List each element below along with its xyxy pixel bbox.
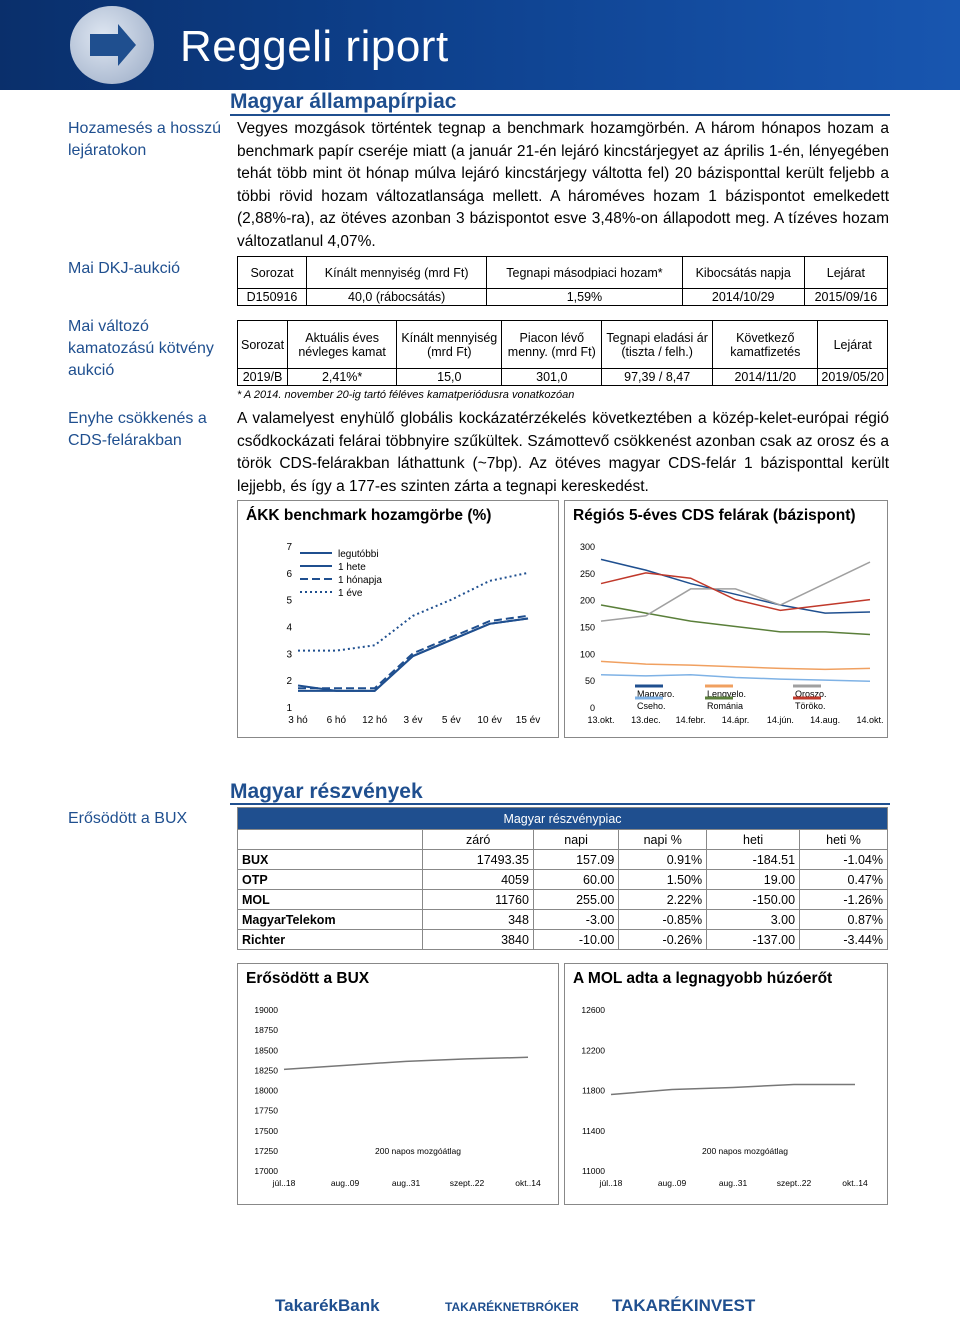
equity-cell: BUX <box>238 850 423 870</box>
sidebar-cds: Enyhe csökkenés a CDS-felárakban <box>68 410 207 449</box>
dkj-header: Sorozat <box>238 257 307 289</box>
y-tick-label: 300 <box>579 542 595 552</box>
x-tick-label: 6 hó <box>326 715 347 726</box>
yield-curve-svg <box>238 501 558 737</box>
equity-cell: 0.47% <box>800 870 888 890</box>
x-tick-label: 14.febr. <box>675 715 706 725</box>
bond-cell: 2019/05/20 <box>818 369 888 386</box>
series-line-1 <box>601 675 870 681</box>
equity-header <box>238 830 423 850</box>
series-line-0 <box>284 1057 528 1069</box>
equity-header: napi <box>533 830 618 850</box>
y-tick-label: 11400 <box>581 1125 605 1136</box>
paragraph-cds: A valamelyest enyhülő globális kockázatérzékelés következtében a közép-kelet-európai régió csődkockázati felárai többnyire szűkültek. Számottevő csökkenést azonban csak az orosz és a török CDS-felárakban láthattunk (~7bp). Az ötéves magyar CDS-felár 1 bázisponttal került lejjebb, és így a 177-es szinten zárta a tegnapi kereskedést. <box>237 410 889 495</box>
x-tick-label: szept..22 <box>449 1178 485 1188</box>
y-tick-label: 0 <box>589 703 595 713</box>
dkj-cell: D150916 <box>238 289 307 306</box>
y-tick-label: 11000 <box>581 1166 605 1176</box>
dkj-header: Tegnapi másodpiaci hozam* <box>487 257 682 289</box>
y-tick-label: 6 <box>286 568 292 580</box>
y-tick-label: 17500 <box>254 1125 278 1136</box>
dkj-header: Kínált mennyiség (mrd Ft) <box>307 257 487 289</box>
y-tick-label: 50 <box>584 676 595 687</box>
y-tick-label: 150 <box>579 622 595 633</box>
bux-svg <box>238 964 558 1204</box>
equity-cell: 3.00 <box>707 910 800 930</box>
series-line-0 <box>611 1084 855 1094</box>
equity-cell: -150.00 <box>707 890 800 910</box>
bond-header: Tegnapi eladási ár (tiszta / felh.) <box>602 321 713 369</box>
equity-cell: MagyarTelekom <box>238 910 423 930</box>
x-tick-label: júl..18 <box>272 1178 296 1188</box>
bond-cell: 15,0 <box>397 369 502 386</box>
equity-cell: MOL <box>238 890 423 910</box>
y-tick-label: 4 <box>286 622 292 634</box>
chart-title: ÁKK benchmark hozamgörbe (%) <box>246 507 492 524</box>
equity-cell: 348 <box>423 910 534 930</box>
x-tick-label: 5 év <box>441 715 461 726</box>
table-row <box>238 890 888 910</box>
equity-cell: OTP <box>238 870 423 890</box>
legend-label: Töröko. <box>795 701 826 711</box>
section-rule <box>230 114 890 116</box>
table-row <box>238 930 888 950</box>
equity-cell: 17493.35 <box>423 850 534 870</box>
x-tick-label: aug..31 <box>391 1178 421 1188</box>
bond-note: * A 2014. november 20-ig tartó féléves kamatperiódusra vonatkozóan <box>237 389 575 401</box>
bond-cell: 301,0 <box>502 369 602 386</box>
equity-cell: 2.22% <box>619 890 707 910</box>
table-row <box>238 870 888 890</box>
chart-yield-curve <box>237 500 559 738</box>
y-tick-label: 100 <box>579 649 595 660</box>
x-tick-label: szept..22 <box>776 1178 812 1188</box>
y-tick-label: 7 <box>286 542 292 553</box>
equity-cell: Richter <box>238 930 423 950</box>
y-tick-label: 17750 <box>254 1105 278 1116</box>
equity-cell: -137.00 <box>707 930 800 950</box>
bond-cell: 2,41%* <box>288 369 397 386</box>
section-rule <box>230 803 890 805</box>
equity-table <box>237 807 888 950</box>
equity-cell: -3.44% <box>800 930 888 950</box>
legend-label: Lengyelo. <box>707 689 747 699</box>
equity-cell: 19.00 <box>707 870 800 890</box>
sidebar-bux: Erősödött a BUX <box>68 810 188 827</box>
equity-header: heti <box>707 830 800 850</box>
moving-average-label: 200 napos mozgóátlag <box>374 1146 462 1156</box>
chart-title: Régiós 5-éves CDS felárak (bázispont) <box>573 507 856 524</box>
x-tick-label: 14.jún. <box>766 715 794 725</box>
x-tick-label: 3 év <box>403 715 423 726</box>
y-tick-label: 250 <box>579 568 595 579</box>
legend-label: legutóbbi <box>338 549 379 560</box>
x-tick-label: okt..14 <box>515 1178 541 1188</box>
x-tick-label: 14.ápr. <box>721 715 750 725</box>
bond-cell: 2014/11/20 <box>713 369 818 386</box>
equity-cell: -1.04% <box>800 850 888 870</box>
equity-cell: -1.26% <box>800 890 888 910</box>
sidebar-valtozo: Mai változó kamatozású kötvény aukció <box>68 318 214 379</box>
table-row <box>238 850 888 870</box>
y-tick-label: 11800 <box>581 1085 605 1096</box>
x-tick-label: 13.okt. <box>587 715 615 725</box>
x-tick-label: okt..14 <box>842 1178 868 1188</box>
bond-cell: 2019/B <box>238 369 288 386</box>
chart-title: A MOL adta a legnagyobb húzóerőt <box>573 970 833 987</box>
report-header <box>0 0 960 90</box>
series-line-3 <box>298 573 528 651</box>
series-line-2 <box>298 616 528 688</box>
dkj-cell: 1,59% <box>487 289 682 306</box>
cds-svg <box>565 501 887 737</box>
equity-cell: -10.00 <box>533 930 618 950</box>
y-tick-label: 5 <box>286 595 292 607</box>
bond-header: Kínált mennyiség (mrd Ft) <box>397 321 502 369</box>
equity-table-title: Magyar részvénypiac <box>238 808 888 830</box>
dkj-cell: 2015/09/16 <box>804 289 887 306</box>
y-tick-label: 200 <box>579 595 595 606</box>
y-tick-label: 17250 <box>254 1145 278 1156</box>
y-tick-label: 1 <box>286 703 292 714</box>
report-title: Reggeli riport <box>180 22 449 71</box>
equity-header: heti % <box>800 830 888 850</box>
equity-cell: 0.91% <box>619 850 707 870</box>
x-tick-label: 14.okt. <box>856 715 884 725</box>
equity-cell: 3840 <box>423 930 534 950</box>
dkj-table <box>237 256 888 306</box>
y-tick-label: 18500 <box>254 1045 278 1056</box>
section-title-reszveny: Magyar részvények <box>230 780 423 803</box>
dkj-cell: 40,0 (rábocsátás) <box>307 289 487 306</box>
chart-mol <box>564 963 888 1205</box>
equity-cell: 157.09 <box>533 850 618 870</box>
legend-label: Románia <box>707 701 744 711</box>
equity-cell: 11760 <box>423 890 534 910</box>
x-tick-label: 10 év <box>477 715 502 726</box>
y-tick-label: 3 <box>286 649 292 661</box>
bond-table <box>237 320 888 386</box>
section-title-allampapir: Magyar állampapírpiac <box>230 90 457 113</box>
x-tick-label: 13.dec. <box>631 715 661 725</box>
x-tick-label: 12 hó <box>362 715 388 726</box>
chart-cds <box>564 500 888 738</box>
y-tick-label: 18000 <box>254 1085 278 1096</box>
series-line-3 <box>601 605 870 635</box>
bond-cell: 97,39 / 8,47 <box>602 369 713 386</box>
x-tick-label: aug..31 <box>718 1178 748 1188</box>
equity-cell: -3.00 <box>533 910 618 930</box>
sidebar-hozam: Hozamesés a hosszú lejáratokon <box>68 120 221 159</box>
paragraph-yield: Vegyes mozgások történtek tegnap a benchmark hozamgörbén. A három hónapos hozam a benchmark papír cseréje miatt (a január 21-én lejáró kincstárjegyet az április 1-én, lényegében tehát több mint öt hónap múlva lejáró kincstárjegy váltotta fel) 20 bázisponttal került feljebb a többi rövid hozam változatlansága mellett. A hároméves hozam 1 bázispontot emelkedett (2,88%-ra), az ötéves azonban 3 bázispontot esve 3,48%-on állapodott meg. A tízéves hozam változatlanul 4,07%. <box>237 120 889 250</box>
legend-label: Cseho. <box>637 701 666 711</box>
bond-header: Piacon lévő menny. (mrd Ft) <box>502 321 602 369</box>
bond-header: Sorozat <box>238 321 288 369</box>
y-tick-label: 19000 <box>254 1005 278 1015</box>
equity-header: napi % <box>619 830 707 850</box>
takarekinvest-logo: TAKARÉKINVEST <box>612 1296 756 1315</box>
legend-label: 1 éve <box>338 588 363 599</box>
y-tick-label: 17000 <box>254 1166 278 1176</box>
bond-header: Aktuális éves névleges kamat <box>288 321 397 369</box>
legend-label: Oroszo. <box>795 689 827 699</box>
chart-bux <box>237 963 559 1205</box>
series-line-5 <box>601 573 870 611</box>
takarekbank-logo: TakarékBank <box>275 1296 380 1315</box>
dkj-header: Lejárat <box>804 257 887 289</box>
equity-cell: -0.26% <box>619 930 707 950</box>
x-tick-label: júl..18 <box>599 1178 623 1188</box>
series-line-2 <box>601 661 870 669</box>
bond-header: Következő kamatfizetés <box>713 321 818 369</box>
y-tick-label: 18250 <box>254 1065 278 1076</box>
legend-label: 1 hónapja <box>338 575 382 586</box>
sidebar-dkj: Mai DKJ-aukció <box>68 260 181 277</box>
legend-label: 1 hete <box>338 562 366 573</box>
equity-cell: 60.00 <box>533 870 618 890</box>
table-row <box>238 910 888 930</box>
equity-cell: 4059 <box>423 870 534 890</box>
x-tick-label: 14.aug. <box>810 715 841 725</box>
y-tick-label: 12600 <box>581 1005 605 1015</box>
equity-cell: 255.00 <box>533 890 618 910</box>
dkj-cell: 2014/10/29 <box>682 289 804 306</box>
moving-average-label: 200 napos mozgóátlag <box>701 1146 789 1156</box>
equity-cell: -0.85% <box>619 910 707 930</box>
x-tick-label: aug..09 <box>330 1178 360 1188</box>
equity-cell: -184.51 <box>707 850 800 870</box>
mol-svg <box>565 964 887 1204</box>
x-tick-label: 15 év <box>515 715 541 726</box>
y-tick-label: 18750 <box>254 1025 278 1036</box>
legend-label: Magyaro. <box>637 689 675 699</box>
equity-cell: 1.50% <box>619 870 707 890</box>
bond-header: Lejárat <box>818 321 888 369</box>
equity-cell: 0.87% <box>800 910 888 930</box>
chart-title: Erősödött a BUX <box>246 970 370 987</box>
equity-header: záró <box>423 830 534 850</box>
dkj-header: Kibocsátás napja <box>682 257 804 289</box>
arrow-logo-icon <box>70 6 154 84</box>
takareknetbroker-logo: TAKARÉKNETBRÓKER <box>445 1300 579 1314</box>
y-tick-label: 2 <box>286 676 292 688</box>
y-tick-label: 12200 <box>581 1045 605 1056</box>
x-tick-label: 3 hó <box>288 715 308 726</box>
x-tick-label: aug..09 <box>657 1178 687 1188</box>
